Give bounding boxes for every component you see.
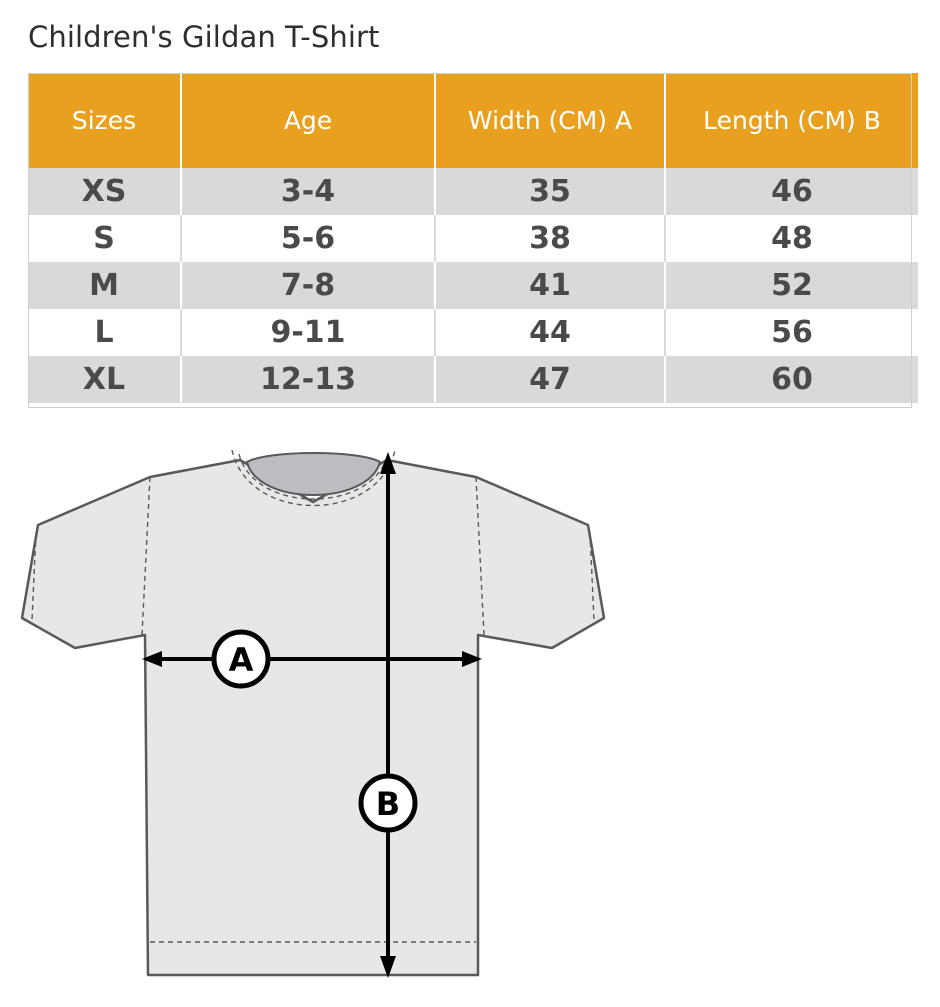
cell-size: XS: [28, 168, 181, 215]
table-row: [28, 168, 918, 215]
cell-length: 48: [665, 215, 918, 262]
cell-length: 46: [665, 168, 918, 215]
page-title: Children's Gildan T-Shirt: [28, 20, 380, 54]
table-body: [28, 168, 918, 403]
cell-age: 9-11: [181, 309, 435, 356]
column-header-sizes: Sizes: [28, 73, 181, 168]
shirt-outline-group: [22, 450, 604, 975]
table-row: [28, 356, 918, 403]
cell-age: 12-13: [181, 356, 435, 403]
cell-size: M: [28, 262, 181, 309]
table-row: [28, 262, 918, 309]
column-header-age: Age: [181, 73, 435, 168]
left-sleeve: [22, 460, 604, 975]
table-header: [28, 73, 918, 168]
cell-size: L: [28, 309, 181, 356]
cell-width: 35: [435, 168, 665, 215]
cell-width: 41: [435, 262, 665, 309]
column-header-length: Length (CM) B: [665, 73, 918, 168]
table-row: [28, 309, 918, 356]
cell-length: 60: [665, 356, 918, 403]
column-header-width: Width (CM) A: [435, 73, 665, 168]
cell-length: 56: [665, 309, 918, 356]
cell-size: XL: [28, 356, 181, 403]
cell-length: 52: [665, 262, 918, 309]
cell-age: 5-6: [181, 215, 435, 262]
cell-age: 3-4: [181, 168, 435, 215]
size-table: [28, 73, 918, 403]
t-shirt-illustration: [0, 430, 940, 1007]
cell-age: 7-8: [181, 262, 435, 309]
cell-size: S: [28, 215, 181, 262]
cell-width: 38: [435, 215, 665, 262]
width-marker-label: A: [228, 641, 254, 679]
length-marker-label: B: [375, 785, 401, 823]
table-row: [28, 215, 918, 262]
cell-width: 44: [435, 309, 665, 356]
cell-width: 47: [435, 356, 665, 403]
table-header-row: [28, 73, 918, 168]
